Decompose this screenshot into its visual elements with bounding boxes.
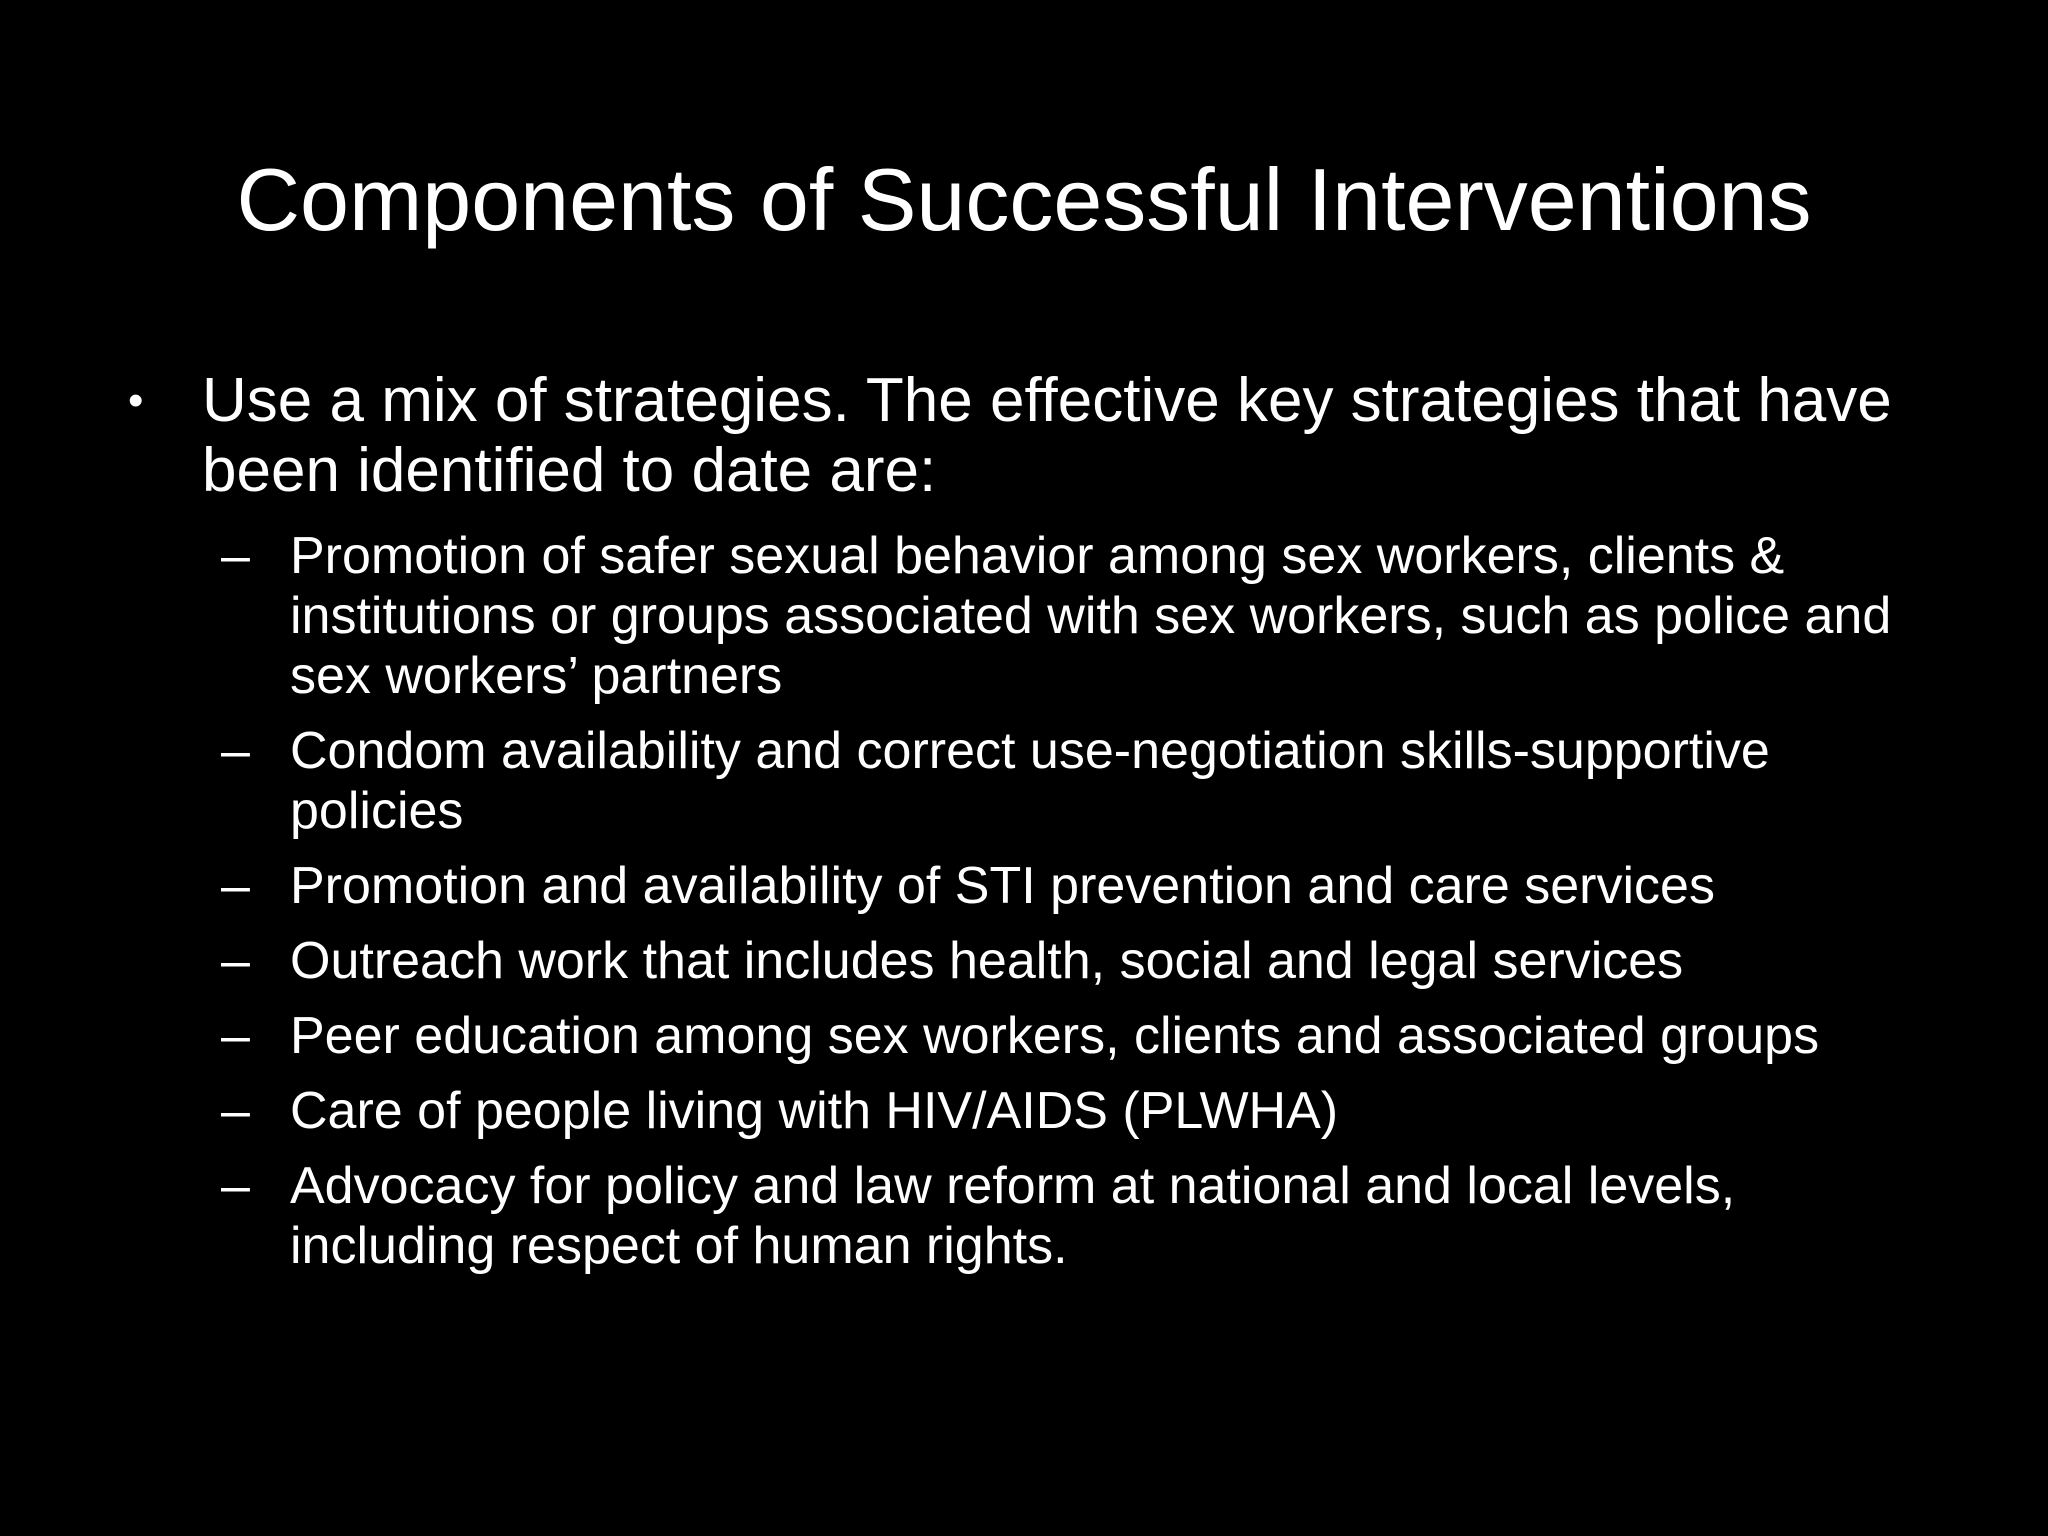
sub-bullet-list bbox=[221, 526, 1901, 1291]
main-bullet-text: Use a mix of strategies. The effective key strategies that have been identified to date are: bbox=[202, 366, 1892, 505]
dash-marker: – bbox=[221, 527, 250, 585]
list-item-text: Peer education among sex workers, clients and associated groups bbox=[290, 1007, 1820, 1065]
list-item bbox=[221, 721, 1901, 841]
list-item-text: Promotion and availability of STI prevention and care services bbox=[290, 857, 1715, 915]
list-item bbox=[221, 856, 1901, 916]
dash-marker: – bbox=[221, 722, 250, 780]
dash-marker: – bbox=[221, 1007, 250, 1065]
list-item bbox=[221, 931, 1901, 991]
list-item-text: Promotion of safer sexual behavior among sex workers, clients & institutions or groups associated with sex workers, such as police and sex workers’ partners bbox=[290, 527, 1892, 705]
dash-marker: – bbox=[221, 857, 250, 915]
list-item bbox=[221, 1156, 1901, 1276]
list-item-text: Condom availability and correct use-negotiation skills-supportive policies bbox=[290, 722, 1770, 840]
list-item-text: Advocacy for policy and law reform at national and local levels, including respect of human rights. bbox=[290, 1157, 1736, 1275]
main-bullet-row bbox=[128, 366, 1928, 506]
main-bullet bbox=[128, 366, 1928, 506]
list-item bbox=[221, 1081, 1901, 1141]
bullet-marker: • bbox=[128, 376, 144, 425]
list-item-text: Outreach work that includes health, social and legal services bbox=[290, 932, 1684, 990]
list-item-text: Care of people living with HIV/AIDS (PLWHA) bbox=[290, 1082, 1339, 1140]
dash-marker: – bbox=[221, 1082, 250, 1140]
list-item bbox=[221, 526, 1901, 706]
dash-marker: – bbox=[221, 1157, 250, 1215]
dash-marker: – bbox=[221, 932, 250, 990]
list-item bbox=[221, 1006, 1901, 1066]
slide-title: Components of Successful Interventions bbox=[236, 150, 1812, 249]
